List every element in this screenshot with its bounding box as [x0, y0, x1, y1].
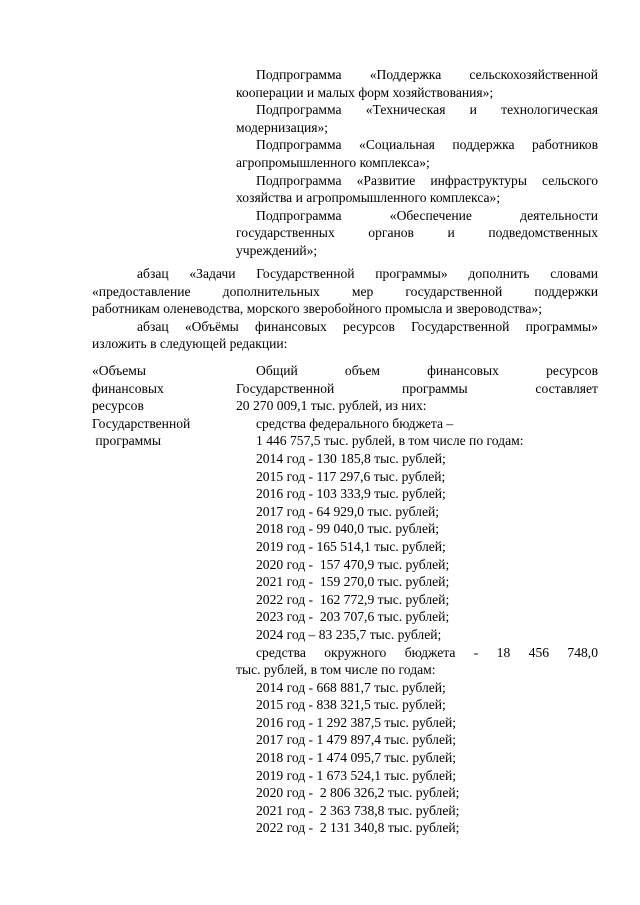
text-line: 20 270 009,1 тыс. рублей, из них:: [236, 398, 427, 414]
text-line: хозяйства и агропромышленного комплекса»;: [236, 190, 501, 206]
subprogram-item: [236, 207, 598, 260]
subprogram-item: [236, 172, 598, 207]
text-line: финансовых: [92, 380, 164, 396]
list-item: 2016 год - 103 333,9 тыс. рублей;: [256, 486, 446, 502]
list-item: 2014 год - 130 185,8 тыс. рублей;: [256, 450, 446, 466]
okrug-budget-section: [236, 644, 598, 838]
subprogram-item: [236, 136, 598, 171]
text-line: «Объемы: [92, 363, 146, 378]
text-line: Государственной: [92, 415, 191, 431]
okrug-year-list: [236, 679, 598, 837]
federal-total: 1 446 757,5 тыс. рублей, в том числе по годам:: [256, 433, 524, 449]
text-line: Подпрограмма «Обеспечение деятельности: [256, 207, 598, 223]
table-label-cell: [92, 362, 232, 450]
text-line: учреждений»;: [236, 242, 318, 258]
federal-budget-section: [236, 415, 598, 644]
text-line: кооперации и малых форм хозяйствования»;: [236, 84, 494, 100]
text-line: агропромышленного комплекса»;: [236, 154, 430, 170]
text-line: абзац «Объёмы финансовых ресурсов Государственной программы»: [137, 318, 598, 334]
list-item: 2020 год - 157 470,9 тыс. рублей;: [256, 556, 450, 572]
subprogram-list: [236, 66, 598, 260]
list-item: 2021 год - 159 270,0 тыс. рублей;: [256, 574, 450, 590]
text-line: Подпрограмма «Техническая и технологическая: [256, 102, 598, 118]
text-line: государственных органов и подведомственных: [236, 225, 598, 241]
tasks-paragraph: [92, 265, 598, 318]
list-item: 2015 год - 838 321,5 тыс. рублей;: [256, 697, 446, 713]
list-item: 2015 год - 117 297,6 тыс. рублей;: [256, 468, 446, 484]
text-line: Государственной программы составляет: [236, 380, 598, 396]
text-line: Общий объем финансовых ресурсов: [256, 363, 598, 378]
total-paragraph: [236, 362, 598, 415]
text-line: ресурсов: [92, 398, 144, 414]
list-item: 2017 год - 1 479 897,4 тыс. рублей;: [256, 732, 457, 748]
list-item: 2021 год - 2 363 738,8 тыс. рублей;: [256, 802, 460, 818]
financing-table: [92, 362, 598, 842]
text-line: изложить в следующей редакции:: [92, 336, 288, 352]
text-line: Подпрограмма «Развитие инфраструктуры сельского: [256, 172, 598, 188]
text-line: абзац «Задачи Государственной программы» дополнить словами: [137, 266, 598, 281]
volumes-paragraph: [92, 318, 598, 353]
list-item: 2019 год - 165 514,1 тыс. рублей;: [256, 538, 446, 554]
federal-year-list: [236, 450, 598, 644]
list-item: 2019 год - 1 673 524,1 тыс. рублей;: [256, 767, 457, 783]
list-item: 2018 год - 99 040,0 тыс. рублей;: [256, 521, 440, 537]
list-item: 2023 год - 203 707,6 тыс. рублей;: [256, 609, 450, 625]
subprogram-item: [236, 66, 598, 101]
list-item: 2022 год - 2 131 340,8 тыс. рублей;: [256, 820, 460, 836]
text-line: программы: [92, 433, 162, 449]
subprogram-item: [236, 101, 598, 136]
list-item: 2024 год – 83 235,7 тыс. рублей;: [256, 626, 442, 642]
text-line: «предоставление дополнительных мер государственной поддержки: [92, 283, 598, 299]
text-line: Подпрограмма «Поддержка сельскохозяйственной: [256, 67, 598, 82]
table-value-cell: [236, 362, 598, 837]
list-item: 2022 год - 162 772,9 тыс. рублей;: [256, 591, 450, 607]
list-item: 2016 год - 1 292 387,5 тыс. рублей;: [256, 714, 457, 730]
list-item: 2020 год - 2 806 326,2 тыс. рублей;: [256, 785, 460, 801]
okrug-header: средства окружного бюджета - 18 456 748,0: [256, 644, 598, 660]
list-item: 2018 год - 1 474 095,7 тыс. рублей;: [256, 750, 457, 766]
federal-header: средства федерального бюджета –: [256, 415, 454, 431]
list-item: 2014 год - 668 881,7 тыс. рублей;: [256, 679, 446, 695]
okrug-total: тыс. рублей, в том числе по годам:: [236, 662, 436, 678]
amendment-paragraphs: [92, 265, 598, 353]
list-item: 2017 год - 64 929,0 тыс. рублей;: [256, 503, 440, 519]
text-line: модернизация»;: [236, 119, 329, 135]
text-line: работникам оленеводства, морского зверобойного промысла и звероводства»;: [92, 301, 542, 317]
text-line: Подпрограмма «Социальная поддержка работников: [256, 137, 598, 153]
